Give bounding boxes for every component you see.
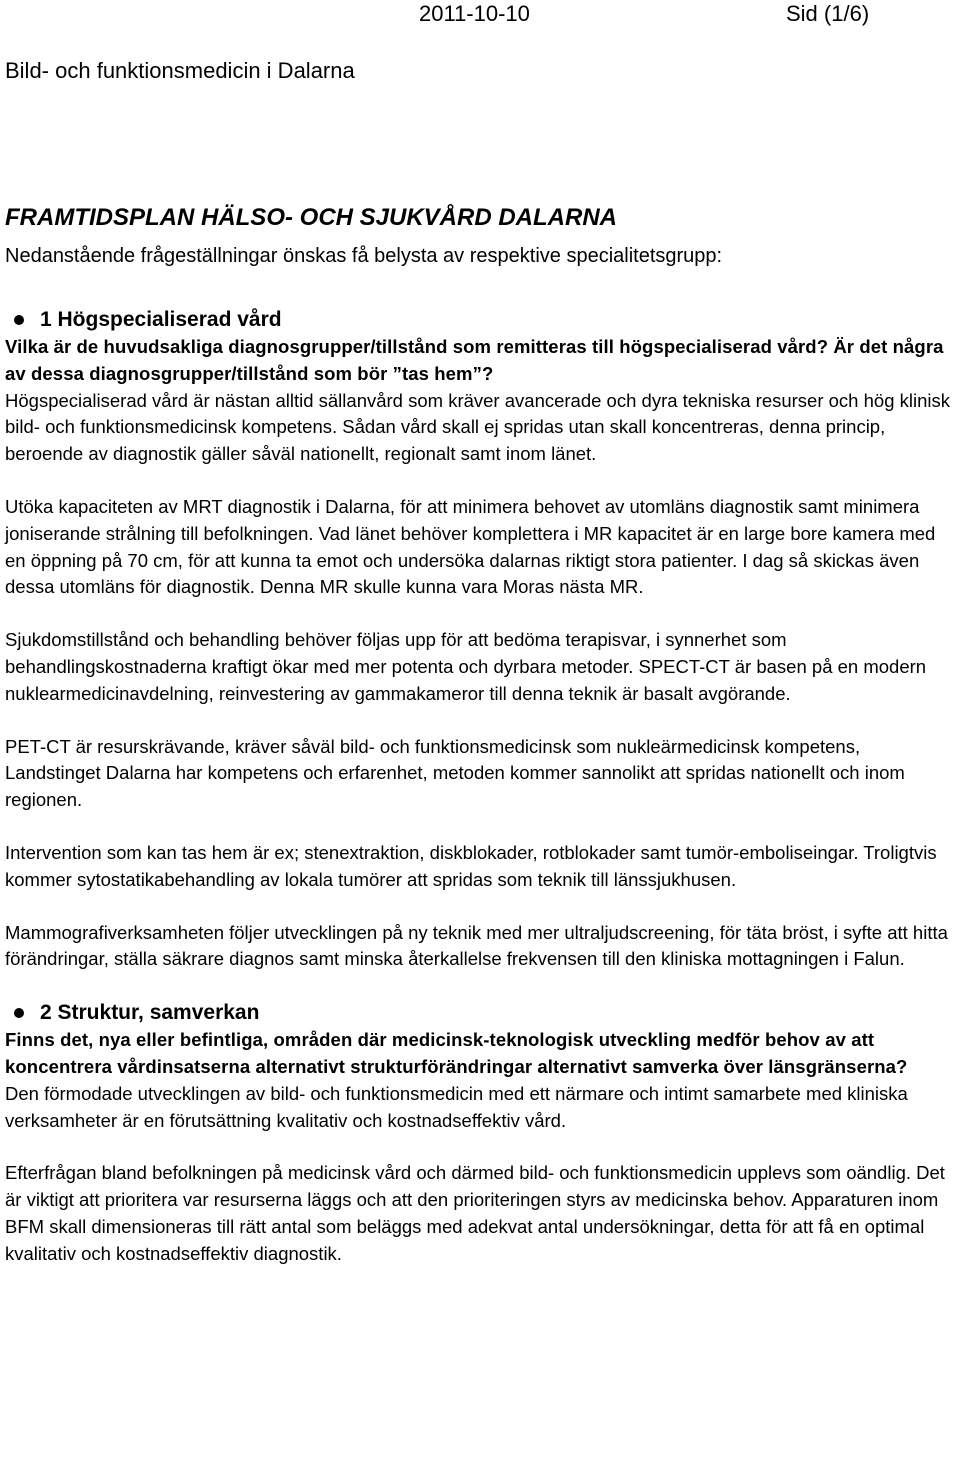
- paragraph: Högspecialiserad vård är nästan alltid sällanvård som kräver avancerade och dyra tekniska resurser och hög klinisk bild- och funktionsmedicinsk kompetens. Sådan vård skall ej spridas utan skall koncentreras, denna princip, beroende av diagnostik gäller såväl nationellt, regionalt samt inom länet.: [5, 389, 950, 465]
- section-heading-label: 1 Högspecialiserad vård: [40, 308, 282, 331]
- paragraph: Utöka kapaciteten av MRT diagnostik i Dalarna, för att minimera behovet av utomläns diagnostik samt minimera joniserande strålning till befolkningen. Vad länet behöver komplettera i MR kapacitet är en large bore kamera med en öppning på 70 cm, för att kunna ta emot och undersöka dalarnas riktigt stora patienter. I dag så skickas även dessa utomläns för diagnostik. Denna MR skulle kunna vara Moras nästa MR.: [5, 495, 936, 598]
- organization-name: Bild- och funktionsmedicin i Dalarna: [5, 58, 355, 83]
- paragraph: Mammografiverksamheten följer utvecklingen på ny teknik med mer ultraljudscreening, för täta bröst, i syfte att hitta förändringar, ställa säkrare diagnos samt minska återkallelse frekvensen till den kliniska mottagningen i Falun.: [5, 921, 948, 970]
- page-number: Sid (1/6): [786, 1, 870, 26]
- paragraph: Den förmodade utvecklingen av bild- och funktionsmedicin med ett närmare och intimt samarbete med kliniska verksamheter är en förutsättning kvalitativ och kostnadseffektiv vård.: [5, 1082, 908, 1131]
- paragraph: Intervention som kan tas hem är ex; stenextraktion, diskblokader, rotblokader samt tumör-emboliseingar. Troligtvis kommer sytostatikabehandling av lokala tumörer att spridas som teknik till länssjukhusen.: [5, 841, 937, 890]
- paragraph: Efterfrågan bland befolkningen på medicinsk vård och därmed bild- och funktionsmedicin upplevs som oändlig. Det är viktigt att prioritera var resurserna läggs och att den prioriteringen styrs av medicinska behov. Apparaturen inom BFM skall dimensioneras till rätt antal som beläggs med adekvat antal undersökningar, detta för att få en optimal kvalitativ och kostnadseffektiv diagnostik.: [5, 1162, 945, 1264]
- bullet-icon: [14, 315, 24, 325]
- section-heading: [5, 999, 960, 1027]
- paragraph: Sjukdomstillstånd och behandling behöver följas upp för att bedöma terapisvar, i synnerhet som behandlingskostnaderna kraftigt ökar med mer potenta och dyrbara metoder. SPECT-CT är basen på en modern nuklearmedicinavdelning, reinvestering av gammakameror till denna teknik är basalt avgörande.: [5, 629, 927, 704]
- paragraph: PET-CT är resurskrävande, kräver såväl bild- och funktionsmedicinsk som nukleärmedicinsk kompetens, Landstinget Dalarna har kompetens och erfarenhet, metoden kommer sannolikt att spridas nationellt och inom regionen.: [5, 735, 905, 811]
- document-body: [5, 306, 960, 1268]
- section-heading-label: 2 Struktur, samverkan: [40, 1001, 260, 1025]
- section-heading: [5, 306, 960, 334]
- document-title: FRAMTIDSPLAN HÄLSO- OCH SJUKVÅRD DALARNA: [5, 204, 617, 231]
- section-question: Vilka är de huvudsakliga diagnosgrupper/tillstånd som remitteras till högspecialiserad vård? Är det några av dessa diagnosgrupper/tillstånd som bör ”tas hem”?: [5, 336, 944, 384]
- section-question: Finns det, nya eller befintliga, områden där medicinsk-teknologisk utveckling medför behov av att koncentrera vårdinsatserna alternativt strukturförändringar alternativt samverka över länsgränserna?: [5, 1029, 908, 1077]
- bullet-icon: [14, 1008, 24, 1018]
- document-intro: Nedanstående frågeställningar önskas få belysta av respektive specialitetsgrupp:: [5, 245, 723, 267]
- document-date: 2011-10-10: [419, 1, 530, 26]
